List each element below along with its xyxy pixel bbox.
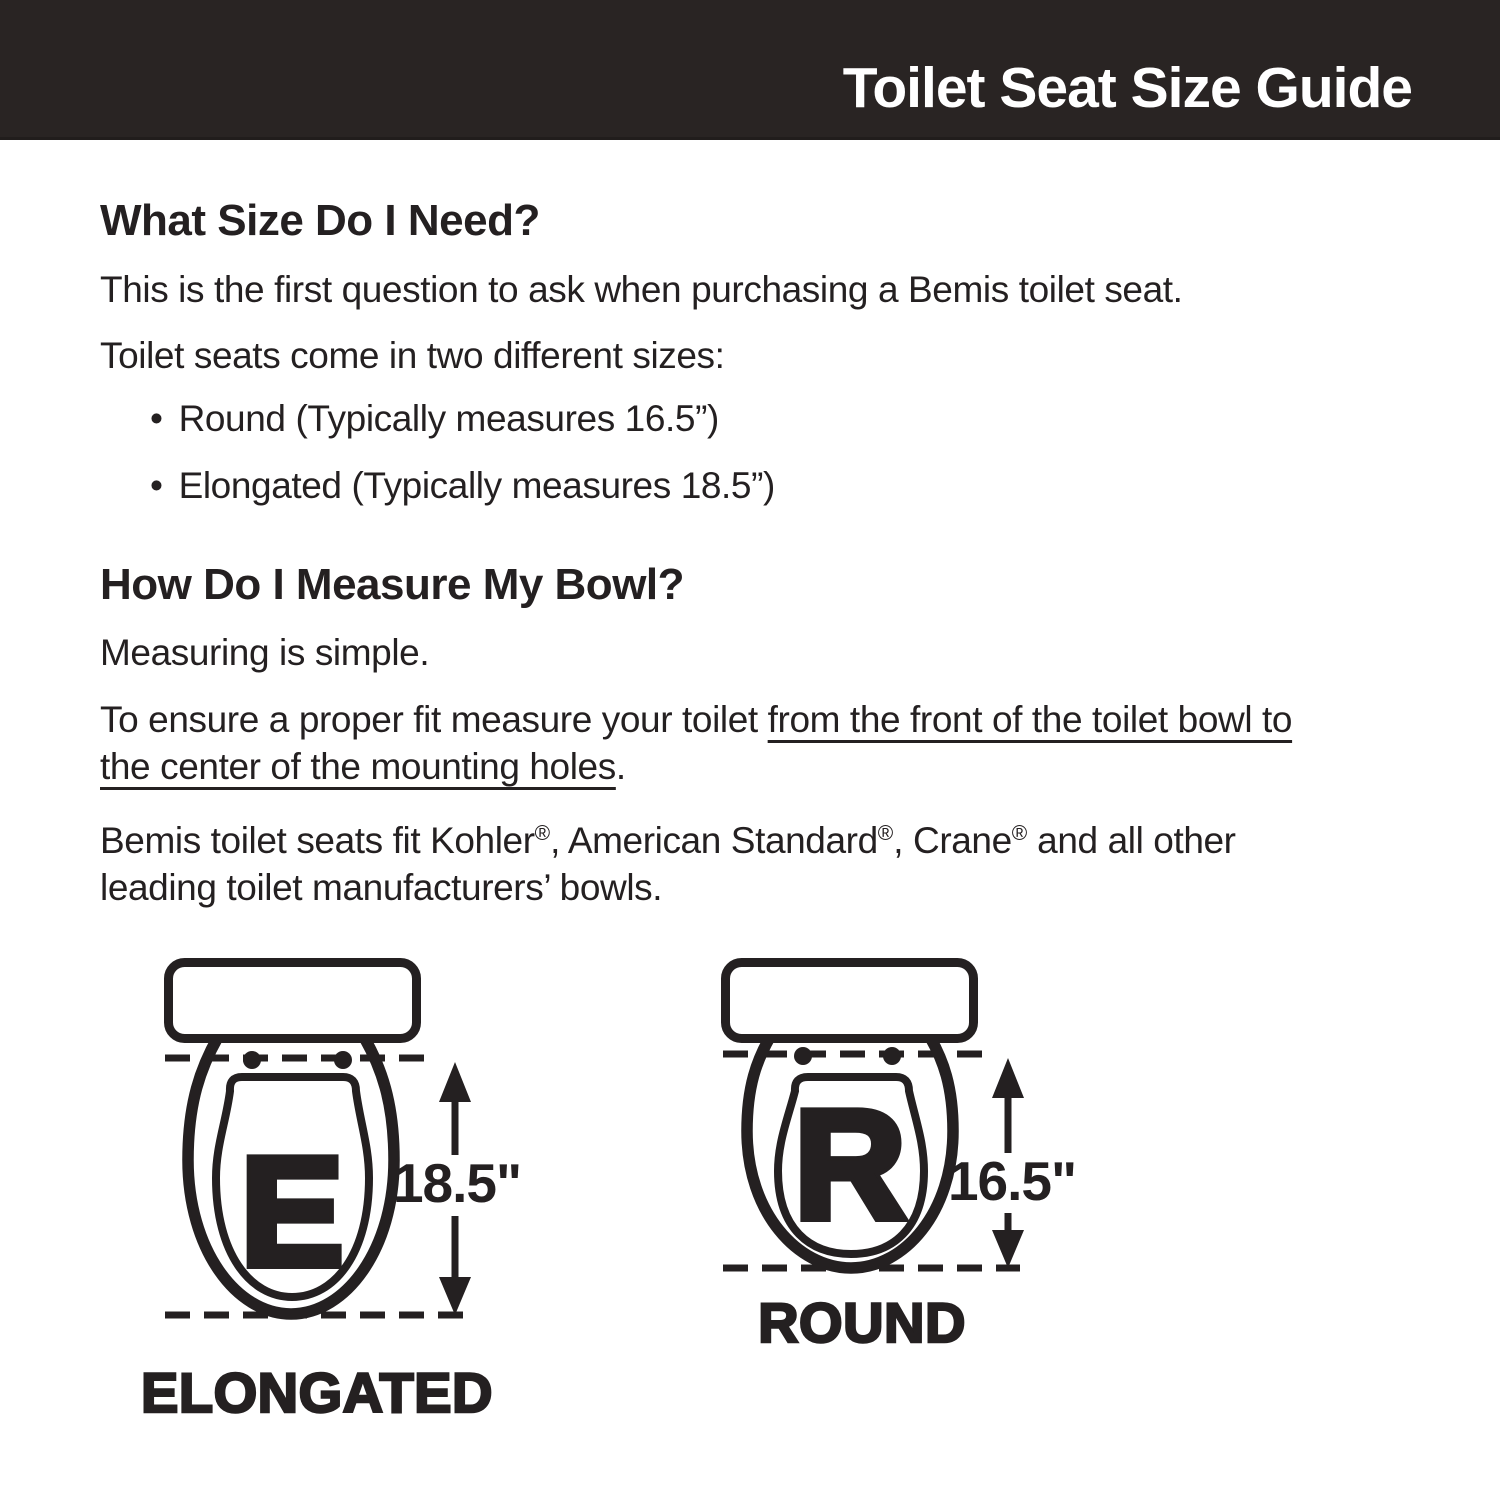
mounting-bolt-icon — [794, 1047, 812, 1065]
mounting-bolt-icon — [243, 1051, 261, 1069]
round-caption: ROUND — [758, 1291, 966, 1354]
header-bar — [0, 0, 1500, 140]
bullet-item-round — [150, 398, 719, 440]
ensure-period: . — [615, 746, 626, 787]
bullet-elongated-text: Elongated (Typically measures 18.5”) — [178, 465, 775, 506]
fit-text-1: Bemis toilet seats fit Kohler — [100, 820, 535, 861]
round-measurement-label: 16.5" — [947, 1150, 1077, 1212]
mounting-bolt-icon — [883, 1047, 901, 1065]
bullet-round-text: Round (Typically measures 16.5”) — [178, 398, 719, 439]
ensure-underlined-text-1: from the front of the toilet bowl to — [767, 699, 1293, 740]
elongated-measurement-label: 18.5" — [392, 1152, 522, 1214]
arrow-down-icon — [992, 1230, 1024, 1268]
ensure-prefix-text: To ensure a proper fit measure your toilet — [100, 699, 768, 740]
heading-what-size: What Size Do I Need? — [100, 196, 540, 245]
fit-text-4: and all other — [1027, 820, 1236, 861]
para-ensure-fit — [100, 696, 1292, 790]
fit-text-line2: leading toilet manufacturers’ bowls. — [100, 867, 663, 908]
ensure-underlined-text-2: the center of the mounting holes — [100, 746, 616, 787]
elongated-caption: ELONGATED — [141, 1361, 493, 1424]
arrow-up-icon — [992, 1058, 1024, 1098]
elongated-letter-mark: E — [240, 1125, 344, 1298]
registered-trademark-icon: ® — [877, 822, 894, 845]
bullet-item-elongated — [150, 465, 775, 507]
round-toilet-diagram — [700, 950, 1100, 1355]
para-intro: This is the first question to ask when purchasing a Bemis toilet seat. — [100, 269, 1183, 310]
registered-trademark-icon: ® — [534, 822, 551, 845]
bullet-icon: • — [150, 465, 163, 506]
arrow-down-icon — [439, 1277, 471, 1315]
registered-trademark-icon: ® — [1011, 822, 1028, 845]
round-letter-mark: R — [794, 1078, 906, 1251]
toilet-tank-outline — [726, 963, 974, 1039]
bullet-icon: • — [150, 398, 163, 439]
arrow-up-icon — [439, 1062, 471, 1102]
heading-how-measure: How Do I Measure My Bowl? — [100, 560, 685, 609]
para-sizes-line: Toilet seats come in two different sizes: — [100, 335, 725, 376]
mounting-bolt-icon — [334, 1051, 352, 1069]
toilet-tank-outline — [169, 963, 417, 1039]
elongated-toilet-diagram — [140, 950, 520, 1425]
fit-text-3: , Crane — [893, 820, 1012, 861]
para-brand-fit — [100, 810, 1236, 911]
page-title: Toilet Seat Size Guide — [842, 56, 1412, 120]
fit-text-2: , American Standard — [550, 820, 878, 861]
para-simple: Measuring is simple. — [100, 632, 430, 673]
